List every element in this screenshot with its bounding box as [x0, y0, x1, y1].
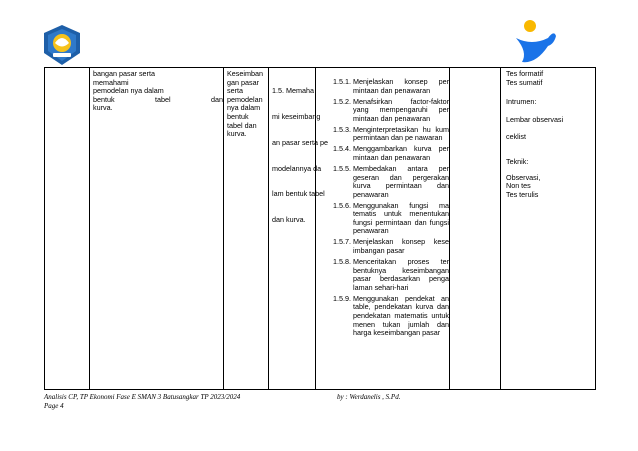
list-item: [333, 202, 449, 236]
item-number: 1.5.9.: [333, 293, 351, 303]
list-item: [333, 98, 449, 124]
text-line: modelannya da: [272, 164, 322, 173]
text-line: bangan pasar serta: [93, 69, 155, 78]
list-item: [333, 165, 449, 199]
text-line: dan kurva.: [272, 216, 306, 225]
document-footer: [44, 393, 240, 411]
item-text: Menggunakan pendekat an table, pendekatan kurva dan pendekatan matematis untuk menen tukan jumlah dan harga keseimbangan pasar: [353, 293, 449, 338]
item-text: Membedakan antara per geseran dan pergerakan kurva permintaan dan penawaran: [353, 163, 449, 199]
item-text: Menjelaskan konsep kese imbangan pasar: [353, 237, 449, 256]
text-line: kurva.: [93, 103, 113, 113]
instrument-label: Intrumen:: [506, 97, 537, 107]
text-line: bentuk tabel dan: [93, 94, 223, 104]
brand-logo-icon: [516, 20, 556, 62]
content-table: [44, 67, 596, 390]
text-line: gan pasar: [227, 78, 259, 87]
technique-item: Observasi,: [506, 172, 541, 182]
text-line: 1.5. Memaha: [272, 87, 314, 96]
item-text: Menggambarkan kurva per mintaan dan penawaran: [353, 144, 449, 162]
item-text: Menjelaskan konsep per mintaan dan penawaran: [353, 77, 449, 95]
list-item: [333, 295, 449, 338]
item-number: 1.5.8.: [333, 257, 351, 267]
text-line: tabel dan: [227, 121, 257, 130]
column-divider: [89, 68, 90, 389]
instrument-item: Lembar observasi: [506, 114, 564, 124]
text-line: mi keseimbang: [272, 112, 321, 121]
item-number: 1.5.5.: [333, 163, 351, 173]
item-text: Menginterpretasikan hu kum permintaan dan pe nawaran: [353, 124, 449, 143]
assessment-type: Tes sumatif: [506, 77, 543, 87]
text-line: Keseimban: [227, 70, 263, 78]
technique-item: Non tes: [506, 181, 531, 191]
column-divider: [500, 68, 501, 389]
technique-item: Tes terulis: [506, 189, 539, 199]
text-line: nya dalam: [227, 104, 261, 113]
item-text: Menceritakan proses ter bentuknya keseimbangan pasar berdasarkan penga laman sehari-hari: [353, 257, 449, 292]
material-description: [227, 70, 265, 139]
learning-objective: [272, 70, 336, 242]
column-divider: [223, 68, 224, 389]
page-number: Page 4: [44, 402, 64, 410]
list-item: [333, 238, 449, 255]
item-text: Menggunakan fungsi ma tematis untuk menentukan fungsi permintaan dan fungsi penawaran: [353, 200, 449, 236]
list-item: [333, 126, 449, 143]
item-text: Menafsirkan factor-faktor yang mempengaruhi per mintaan dan penawaran: [353, 96, 449, 123]
list-item: [333, 145, 449, 162]
item-number: 1.5.1.: [333, 77, 351, 86]
text-line: serta: [227, 87, 243, 96]
assessment-column: [506, 70, 590, 199]
instrument-item: ceklist: [506, 132, 526, 142]
list-item: [333, 258, 449, 292]
text-line: lam bentuk tabel: [272, 190, 325, 199]
text-line: an pasar serta pe: [272, 138, 328, 147]
technique-label: Teknik:: [506, 156, 529, 166]
item-number: 1.5.3.: [333, 124, 351, 134]
assessment-type: Tes formatif: [506, 69, 544, 78]
text-line: memahami: [93, 77, 129, 87]
text-line: pemodelan: [227, 95, 263, 104]
text-line: pemodelan nya dalam: [93, 86, 164, 96]
author-credit: by : Werdanelis , S.Pd.: [337, 393, 401, 401]
item-number: 1.5.6.: [333, 200, 351, 210]
column-divider: [268, 68, 269, 389]
logo-badge-icon: [44, 25, 80, 65]
text-line: kurva.: [227, 130, 247, 139]
column-divider: [449, 68, 450, 389]
competency-description: [93, 70, 223, 113]
footer-title: Analisis CP, TP Ekonomi Fase E SMAN 3 Batusangkar TP 2023/2024: [44, 393, 241, 401]
item-number: 1.5.4.: [333, 144, 351, 154]
list-item: [333, 78, 449, 95]
item-number: 1.5.2.: [333, 96, 351, 106]
tut-wuri-handayani-logo: [40, 23, 84, 67]
brand-logo: [504, 16, 564, 72]
text-line: bentuk: [227, 112, 249, 121]
item-number: 1.5.7.: [333, 237, 351, 247]
indicator-list: [333, 78, 449, 340]
